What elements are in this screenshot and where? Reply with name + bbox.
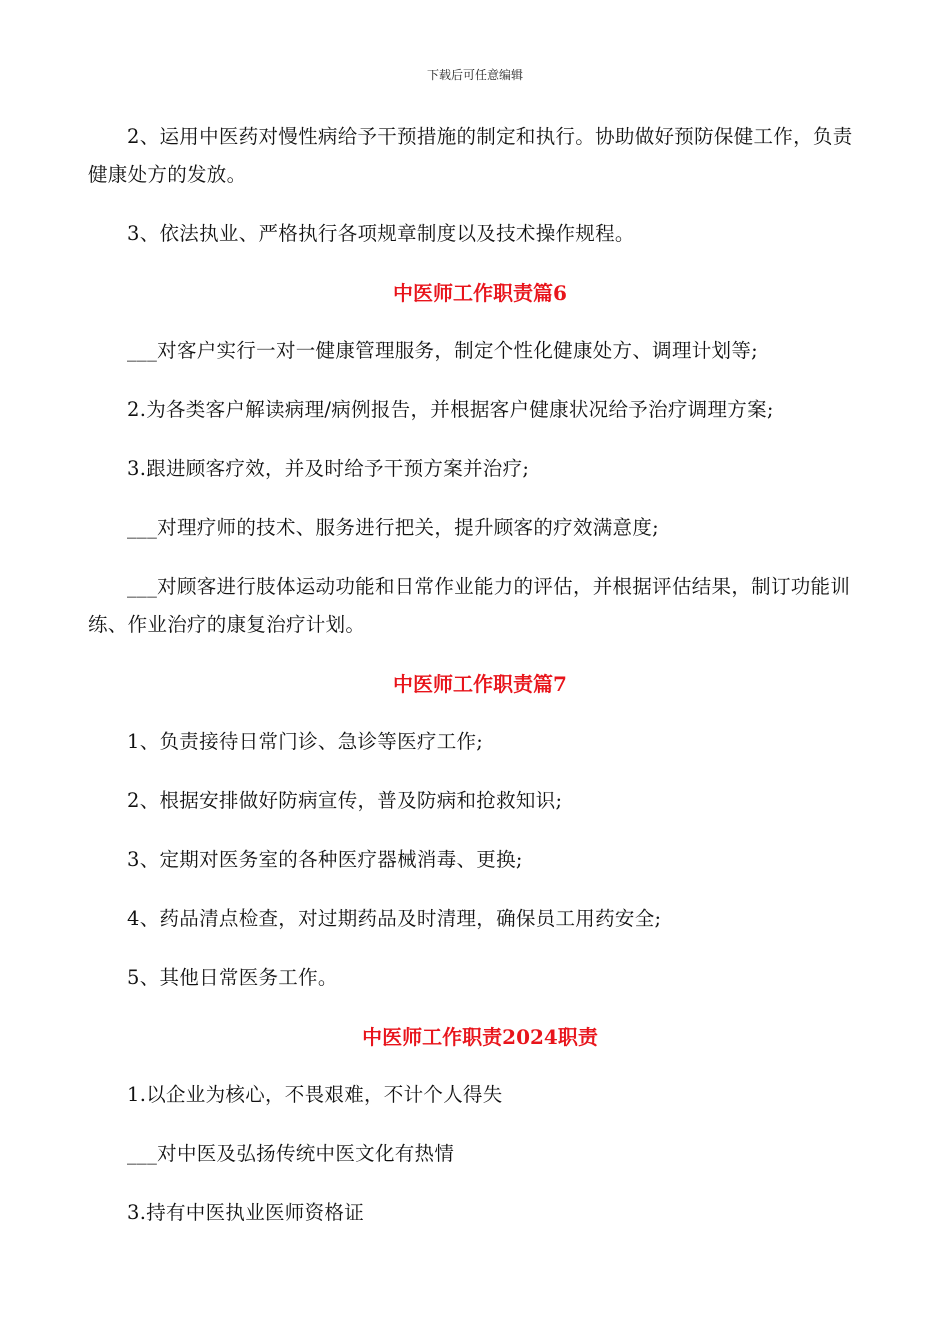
- paragraph: 1.以企业为核心，不畏艰难，不计个人得失: [127, 1083, 503, 1106]
- paragraph: 2、根据安排做好防病宣传，普及防病和抢救知识;: [127, 789, 563, 812]
- section-heading: 中医师工作职责篇6: [393, 281, 567, 305]
- paragraph: ___对客户实行一对一健康管理服务，制定个性化健康处方、调理计划等;: [127, 339, 759, 362]
- header-note: 下载后可任意编辑: [426, 68, 523, 82]
- paragraph: ___对中医及弘扬传统中医文化有热情: [127, 1142, 455, 1165]
- paragraph: 3、定期对医务室的各种医疗器械消毒、更换;: [127, 848, 523, 871]
- section-heading: 中医师工作职责篇7: [393, 672, 567, 696]
- section-heading: 中医师工作职责2024职责: [362, 1025, 598, 1049]
- paragraph: 3.跟进顾客疗效，并及时给予干预方案并治疗;: [127, 457, 530, 480]
- paragraph: 3.持有中医执业医师资格证: [127, 1201, 365, 1224]
- paragraph: 2.为各类客户解读病理/病例报告，并根据客户健康状况给予治疗调理方案;: [127, 398, 774, 421]
- paragraph: 1、负责接待日常门诊、急诊等医疗工作;: [127, 730, 484, 753]
- paragraph: ___对顾客进行肢体运动功能和日常作业能力的评估，并根据评估结果，制订功能训练、作业治疗的康复治疗计划。: [88, 575, 851, 636]
- paragraph: 4、药品清点检查，对过期药品及时清理，确保员工用药安全;: [127, 907, 662, 930]
- paragraph: 5、其他日常医务工作。: [127, 966, 338, 989]
- document-body: [88, 118, 872, 1253]
- paragraph: ___对理疗师的技术、服务进行把关，提升顾客的疗效满意度;: [127, 516, 660, 539]
- paragraph: 2、运用中医药对慢性病给予干预措施的制定和执行。协助做好预防保健工作，负责健康处方的发放。: [88, 125, 853, 186]
- paragraph: 3、依法执业、严格执行各项规章制度以及技术操作规程。: [127, 222, 635, 245]
